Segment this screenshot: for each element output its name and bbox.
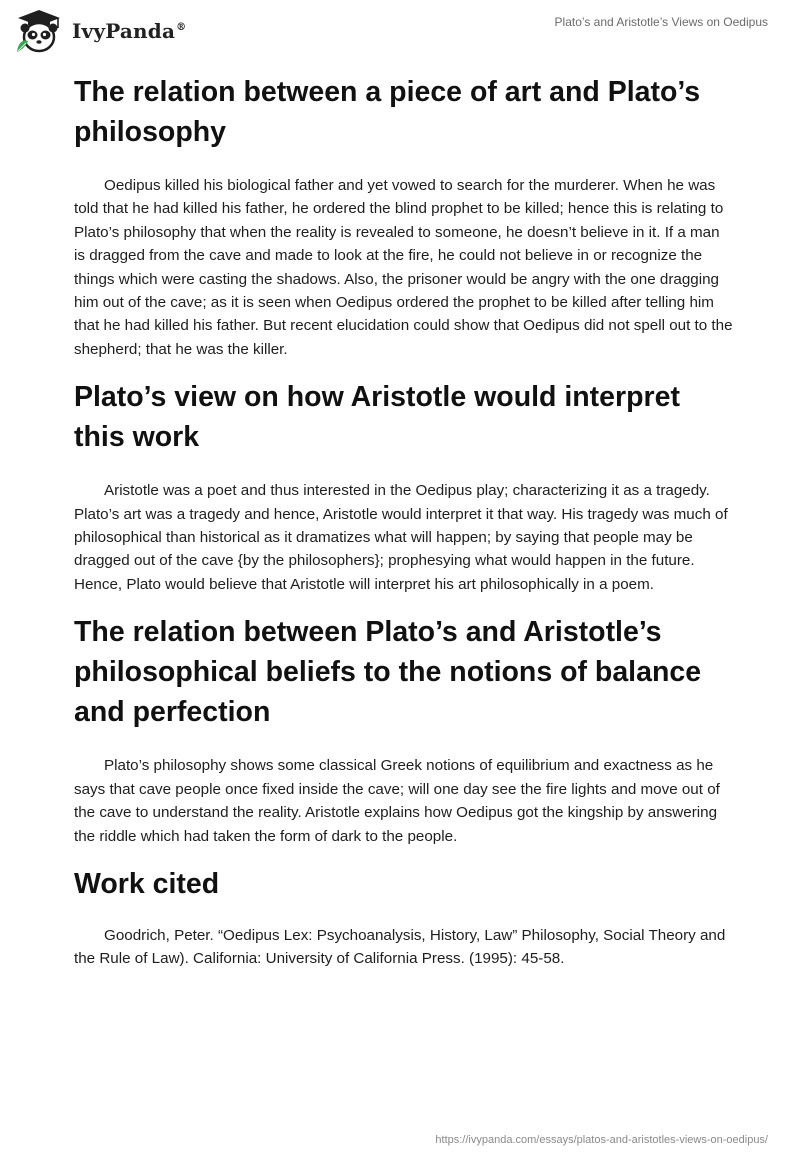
section-heading-work-cited: Work cited — [74, 867, 220, 900]
section-heading-balance-and-perfection: The relation between Plato’s and Aristotle’s philosophical beliefs to the notions of balance and perfection — [74, 616, 702, 729]
section-paragraph-art-and-philosophy: Oedipus killed his biological father and yet vowed to search for the murderer. When he was told that he had killed his father, he ordered the blind prophet to be killed; hence this is relating to Plato’s philosophy that when the reality is revealed to someone, he doesn’t believe in it. If a man is dragged from the cave and made to look at the fire, he could not believe in or recognize the things which were casting the shadows. Also, the prisoner would be angry with the one dragging him out of the cave; as it is seen when Oedipus ordered the prophet to be killed after telling him that he had killed his father. But recent elucidation could show that Oedipus did not spell out to the shepherd; that he was the killer. — [74, 177, 733, 358]
ivypanda-logo[interactable] — [14, 8, 186, 54]
source-url[interactable]: https://ivypanda.com/essays/platos-and-aristotles-views-on-oedipus/ — [435, 1134, 768, 1146]
section-paragraph-aristotle-interpretation: Aristotle was a poet and thus interested in the Oedipus play; characterizing it as a tragedy. Plato’s art was a tragedy and hence, Aristotle would interpret it that way. His tragedy was much of philosophical than historical as it dramatizes what will happen; by saying that people may be dragged out of the cave {by the philosophers}; prophesying what would happen in the future. Hence, Plato would believe that Aristotle will interpret his art philosophically in a poem. — [74, 482, 728, 593]
page-header — [0, 0, 800, 70]
citation-entry: Goodrich, Peter. “Oedipus Lex: Psychoanalysis, History, Law” Philosophy, Social Theory and the Rule of Law). California: University of California Press. (1995): 45-58. — [74, 926, 726, 968]
section-heading-aristotle-interpretation: Plato’s view on how Aristotle would interpret this work — [74, 381, 680, 454]
brand-name: IvyPanda® — [72, 19, 187, 43]
document-title: Plato’s and Aristotle’s Views on Oedipus — [554, 15, 768, 29]
panda-graduate-logo-icon — [14, 8, 64, 54]
essay-body — [74, 70, 734, 971]
section-paragraph-balance-and-perfection: Plato’s philosophy shows some classical Greek notions of equilibrium and exactness as he says that cave people once fixed inside the cave; will one day see the fire lights and move out of the cave to understand the reality. Aristotle explains how Oedipus got the kingship by answering the riddle which had taken the form of dark to the people. — [74, 757, 720, 845]
section-heading-art-and-philosophy: The relation between a piece of art and Plato’s philosophy — [74, 76, 701, 148]
